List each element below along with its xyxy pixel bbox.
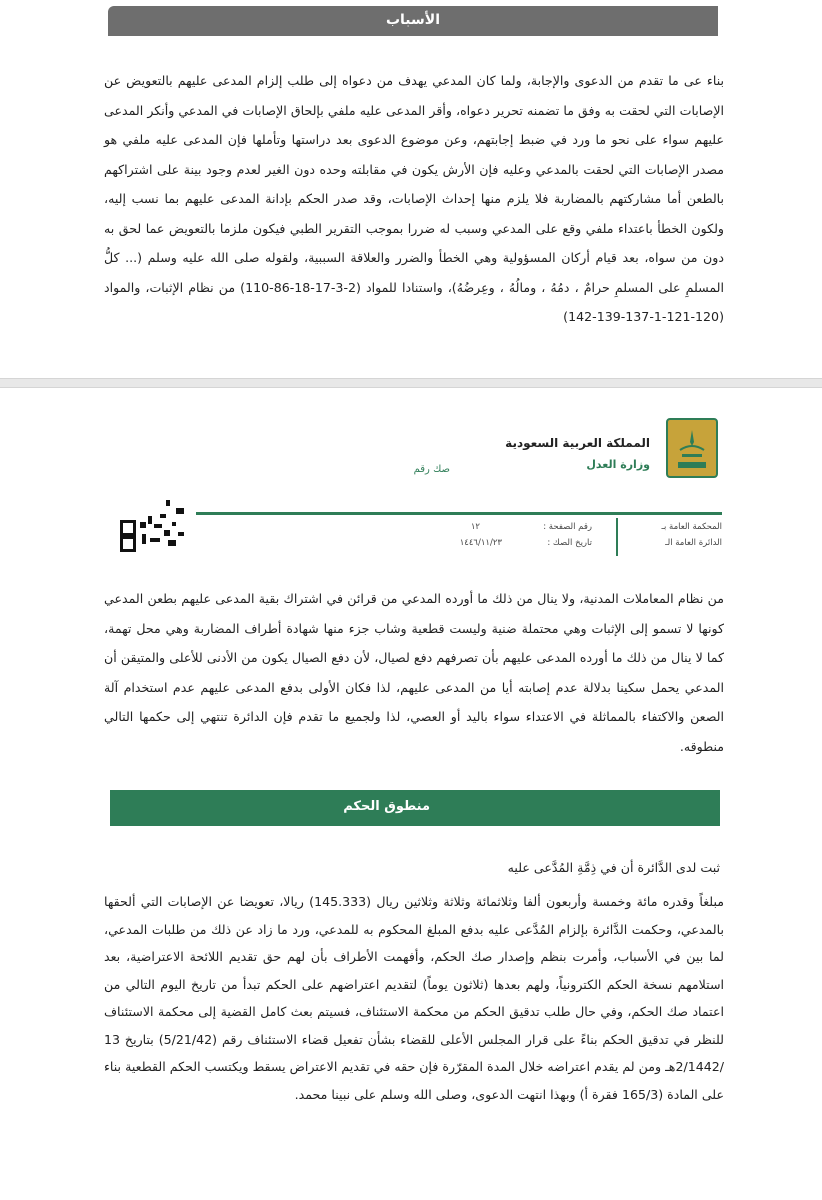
section-header-reasons bbox=[108, 6, 718, 36]
deed-date-label: تاريخ الصك : bbox=[547, 538, 592, 548]
page-divider bbox=[0, 378, 822, 388]
court-name-line-2: الدائرة العامة الـ bbox=[665, 538, 722, 548]
section-header-verdict bbox=[110, 790, 720, 826]
page-number-value: ١٢ bbox=[470, 522, 480, 532]
continuation-paragraph: من نظام المعاملات المدنية، ولا ينال من ذلك ما أورده المدعي من قرائن في اشتراك بقية المدعى عليهم بطعن المدعي كونها لا تسمو إلى الإثبات وهي محتملة ضنية وليست قطعية وشاب جزء منها شهادة أطراف المضاربة وهي محل تهمة، كما لا ينال من ذلك ما أورده المدعى عليهم بأن تصرفهم دفع لصيال، لأن دفع الصيال يكون من الأدنى للأعلى والمتيقن أن المدعي يحمل سكينا بدلالة عدم إصابته أيا من المدعى عليهم، لذا فكان الأولى بدفع المدعى عليهم عدم استخدام آلة الصعن والاكتفاء بالمماثلة في الاعتداء سواء باليد أو العصي، لذا ولجميع ما تقدم فإن الدائرة تنتهي إلى حكمها التالي منطوقه. bbox=[104, 591, 724, 754]
deed-info-panel bbox=[196, 518, 722, 558]
ministry-emblem-icon bbox=[666, 418, 718, 478]
info-separator bbox=[616, 518, 618, 556]
verdict-intro-line: ثبت لدى الدَّائرة أن في ذِمَّةِ المُدَّعى عليه bbox=[507, 860, 720, 875]
deed-number-label: صك رقم bbox=[413, 464, 450, 475]
page-number-label: رقم الصفحة : bbox=[543, 522, 592, 532]
reasons-paragraph: بناء عى ما تقدم من الدعوى والإجابة، ولما كان المدعي يهدف من دعواه إلى طلب إلزام المدعى عليهم بالتعويض عن الإصابات التي لحقت به وفق ما تضمنه تحرير دعواه، وأقر المدعى عليه ملفي بإلحاق الإصابات في المدعي وأنكر المدعى عليهم سواء على نحو ما ورد في ضبط إجابتهم، وعن موضوع الدعوى بعد دراستها وتأملها فإن المدعى عليه ملفي هو مصدر الإصابات التي لحقت بالمدعي وعليه فإن الأرش يكون في مقابلته وحده دون الغير لعدم وجود بينة على اشتراكهم بالطعن أما مشاركتهم بالمضاربة فلا يلزم منها إحداث الإصابات، وقد صدر الحكم بإدانة المدعى عليهم بما نسب إليه، ولكون الخطأ باعتداء ملفي وقع على المدعي وسبب له ضررا بموجب التقرير الطبي فيكون ملزما بالتعويض عما لحق به دون من سواه، بعد قيام أركان المسؤولية وهي الخطأ والضرر والعلاقة السببية، ولقوله صلى الله عليه وسلم (... كلُّ المسلمِ على المسلمِ حرامٌ ، دمُهُ ، ومالُهُ ، وعِرضُهُ)، واستنادا للمواد (2-3-17-18-86-110) من نظام الإثبات، والمواد (120-121-1-137-139-142) bbox=[104, 73, 724, 324]
document-page-bottom bbox=[0, 388, 822, 1200]
section-title-reasons: الأسباب bbox=[385, 12, 441, 28]
verdict-paragraph: مبلغاً وقدره مائة وخمسة وأربعون ألفا وثلاثمائة وثلاثة وثلاثين ريال (145.333) ريالا، تعويضا عن الإصابات التي ألحقها بالمدعي، وحكمت الدَّائرة بإلزام المُدَّعى عليه بدفع المبلغ المحكوم به للمدعي، ورد ما زاد عن ذلك من طلبات المدعي، لما بين في الأسباب، وأمرت بنظم وإصدار صك الحكم، وأفهمت الأطراف بأن لهم حق تقديم اللائحة الاعتراضية، بعد استلامهم نسخة الحكم الكترونياً، ولهم بعدها (ثلاثون يوماً) لتقديم اعتراضهم على الحكم تبدأ من تاريخ اليوم التالي من اعتماد صك الحكم، وفي حال طلب تدقيق الحكم من محكمة الاستئناف، فسيتم بعث كامل القضية إلى محكمة الاستئناف للنظر في تدقيق الحكم بناءً على قرار المجلس الأعلى للقضاء بشأن تفعيل قضاء الاستئناف رقم (5/21/42) بتاريخ 13 /2/1442هـ ومن لم يقدم اعتراضه خلال المدة المقرّرة فإن حقه في تقديم الاعتراض يسقط ويكتسب الحكم القطعية بناء على المادة (165/3 فقرة أ) وبهذا انتهت الدعوى، وصلى الله وسلم على نبينا محمد. bbox=[104, 894, 725, 1102]
ministry-name: وزارة العدل bbox=[586, 458, 650, 471]
qr-code-icon bbox=[116, 494, 190, 554]
document-page-top bbox=[0, 0, 822, 378]
deed-date-value: ١٤٤٦/١١/٢٣ bbox=[459, 538, 502, 548]
letterhead-green-line bbox=[196, 512, 722, 515]
kingdom-name: المملكة العربية السعودية bbox=[505, 436, 650, 450]
court-name-line-1: المحكمة العامة بـ bbox=[661, 522, 722, 532]
section-title-verdict: منطوق الحكم bbox=[343, 799, 430, 814]
